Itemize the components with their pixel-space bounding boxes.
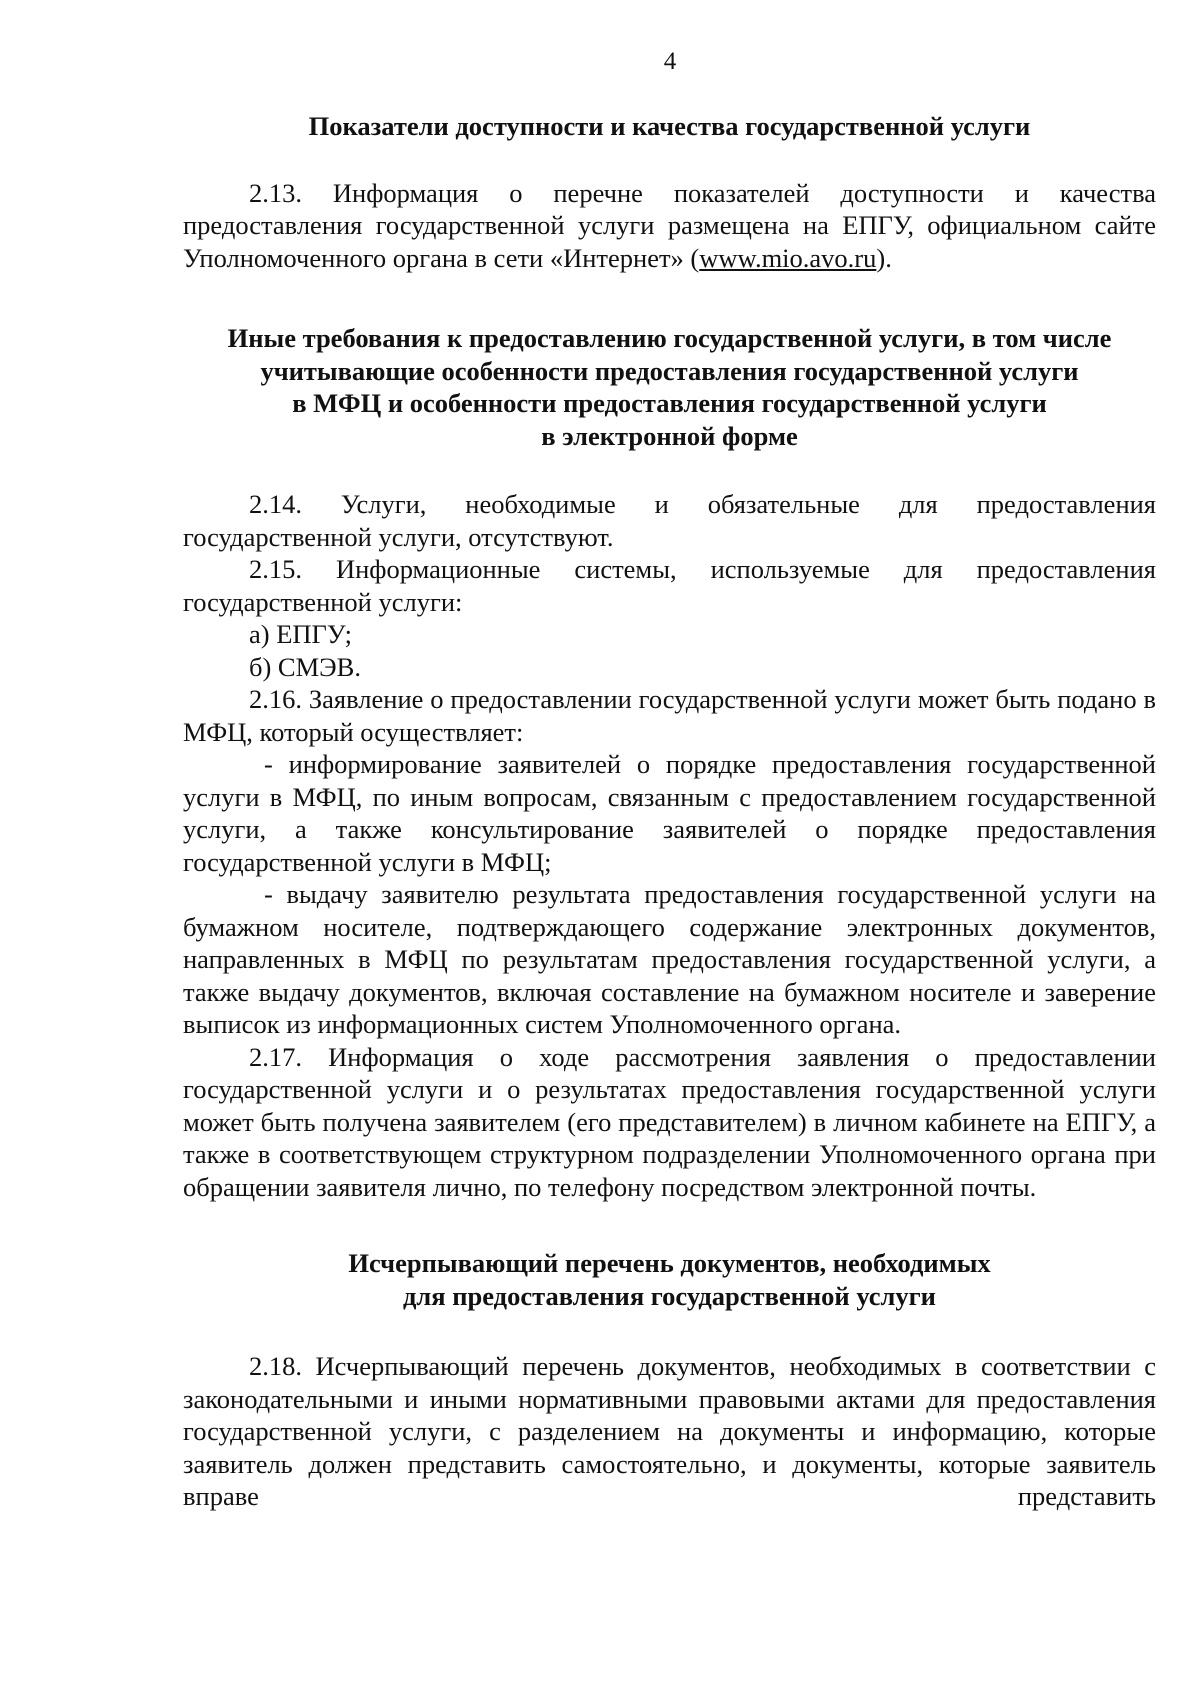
paragraph-2-13 bbox=[183, 177, 1156, 275]
heading-line: для предоставления государственной услуги bbox=[403, 1280, 936, 1311]
paragraph-2-13-end: ). bbox=[876, 242, 892, 273]
heading-line: Исчерпывающий перечень документов, необходимых bbox=[348, 1248, 991, 1278]
list-item-epgu: а) ЕПГУ; bbox=[249, 619, 352, 649]
heading-availability-quality bbox=[183, 110, 1156, 143]
bullet-issuance: - выдачу заявителю результата предоставления государственной услуги на бумажном носителе, подтверждающего содержание электронных документов, направленных в МФЦ по результатам предоставления государственной услуги, а также выдачу документов, включая составление на бумажном носителе и заверение выписок из информационных систем Уполномоченного органа. bbox=[183, 879, 1156, 1039]
paragraph-2-15: 2.15. Информационные системы, используемые для предоставления государственной услуги: bbox=[183, 554, 1156, 617]
heading-line: в электронной форме bbox=[541, 420, 798, 451]
heading-line: учитывающие особенности предоставления государственной услуги bbox=[260, 355, 1079, 386]
paragraph-2-14: 2.14. Услуги, необходимые и обязательные для предоставления государственной услуги, отсутствуют. bbox=[183, 489, 1156, 552]
heading-line: в МФЦ и особенности предоставления государственной услуги bbox=[292, 388, 1047, 418]
paragraph-2-13-text: 2.13. Информация о перечне показателей доступности и качества предоставления государственной услуги размещена на ЕПГУ, официальном сайте Уполномоченного органа в сети «Интернет» ( bbox=[183, 177, 1156, 273]
website-link[interactable]: www.mio.avo.ru bbox=[699, 242, 877, 273]
document-body bbox=[183, 110, 1156, 1513]
heading-line: Показатели доступности и качества государственной услуги bbox=[308, 111, 1031, 141]
heading-line: Иные требования к предоставлению государственной услуги, в том числе bbox=[227, 323, 1112, 353]
bullet-informing: - информирование заявителей о порядке предоставления государственной услуги в МФЦ, по иным вопросам, связанным с предоставлением государственной услуги, а также консультирование заявителей о порядке предоставления государственной услуги в МФЦ; bbox=[183, 749, 1156, 877]
heading-other-requirements bbox=[183, 322, 1156, 452]
paragraph-2-18: 2.18. Исчерпывающий перечень документов, необходимых в соответствии с законодательными и иными нормативными правовыми актами для предоставления государственной услуги, с разделением на документы и информацию, которые заявитель должен представить самостоятельно, и документы, которые заявитель вправе представить bbox=[183, 1351, 1156, 1511]
page-number: 4 bbox=[663, 48, 677, 75]
list-item-smev: б) СМЭВ. bbox=[249, 651, 361, 682]
paragraph-2-16: 2.16. Заявление о предоставлении государственной услуги может быть подано в МФЦ, который осуществляет: bbox=[183, 684, 1156, 747]
heading-documents-list bbox=[183, 1247, 1156, 1312]
paragraph-2-17: 2.17. Информация о ходе рассмотрения заявления о предоставлении государственной услуги и о результатах предоставления государственной услуги может быть получена заявителем (его представителем) в личном кабинете на ЕПГУ, а также в соответствующем структурном подразделении Уполномоченного органа при обращении заявителя лично, по телефону посредством электронной почты. bbox=[183, 1041, 1156, 1202]
